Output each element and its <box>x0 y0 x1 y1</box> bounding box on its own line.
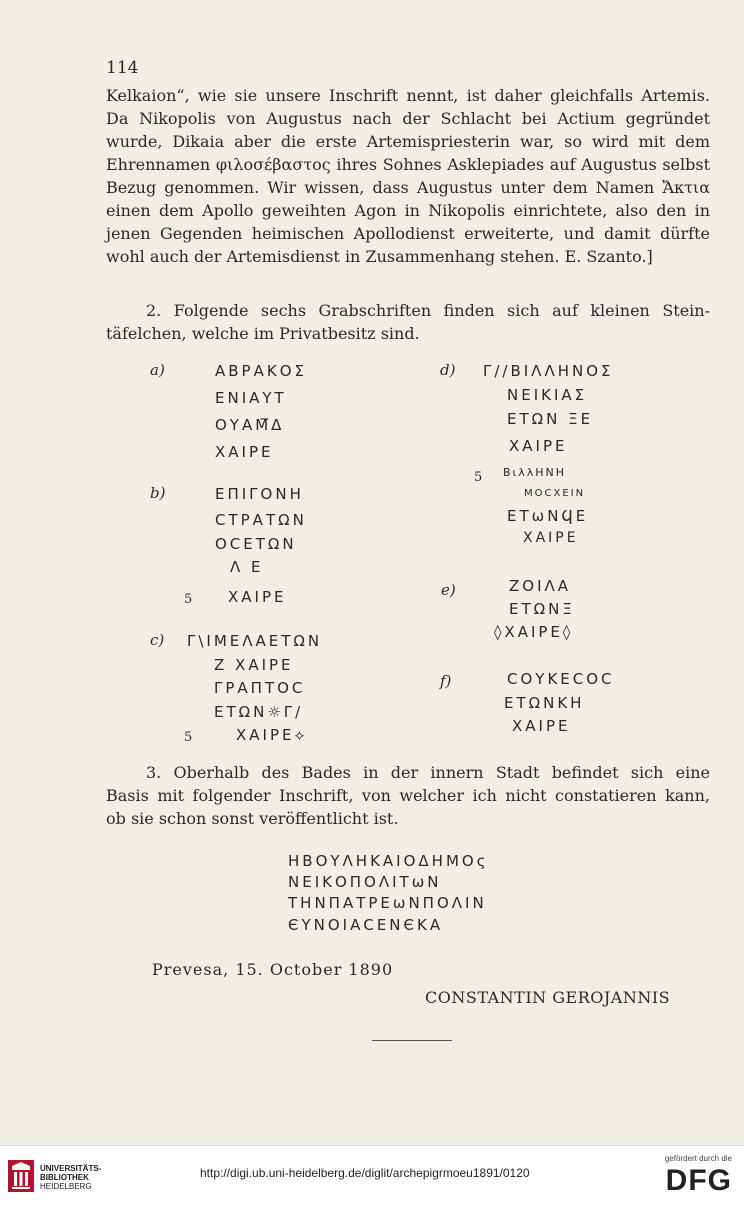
inscription-line: ЄΥΝΟΙΑϹΕΝЄΚΑ <box>288 916 444 934</box>
inscription-line: Γ\ΙΜΕΛΑΕΤΩΝ <box>187 632 323 650</box>
university-library-logo-icon <box>8 1160 34 1192</box>
page-number: 114 <box>106 58 139 78</box>
paragraph-2 <box>106 299 710 345</box>
inscription-line: ΑΒΡΑΚΟΣ <box>215 362 307 380</box>
inscription-line: ΕΤΩΝ ΞΕ <box>507 410 594 428</box>
library-name-line: HEIDELBERG <box>40 1182 92 1191</box>
inscription-label: b) <box>150 484 166 502</box>
inscription-line: ΕΤΩΝ☼Γ/ <box>214 703 304 721</box>
author-signature: CONSTANTIN GEROJANNIS <box>425 988 671 1007</box>
library-name <box>40 1164 101 1191</box>
inscription-line: ΗΒΟΥΛΗΚΑΙΟΔΗΜΟς <box>288 852 489 870</box>
inscription-line: Λ Ε <box>230 558 264 576</box>
inscription-label: e) <box>441 581 456 599</box>
text-line: Da Nikopolis von Augustus nach der Schlacht bei Actium gegründet <box>106 109 710 128</box>
place-date: Prevesa, 15. October 1890 <box>152 960 394 979</box>
inscription-line: ΧΑΙΡΕ <box>509 437 568 455</box>
text-line: Basis mit folgender Inschrift, von welcher ich nicht constatieren kann, <box>106 786 710 805</box>
line-number: 5 <box>474 470 483 485</box>
inscription-label: a) <box>150 361 165 379</box>
inscription-line: ΧΑΙΡΕ <box>523 530 579 546</box>
inscription-line: ΟΥΑΜ̅Δ <box>215 416 285 434</box>
text-line: wohl auch der Artemisdienst in Zusammenhang stehen. E. Szanto.] <box>106 247 653 266</box>
text-line: 3. Oberhalb des Bades in der innern Stadt befindet sich eine <box>146 763 710 782</box>
library-name-line: UNIVERSITÄTS- <box>40 1164 102 1173</box>
library-name-line: BIBLIOTHEK <box>40 1173 89 1182</box>
text-line: 2. Folgende sechs Grabschriften finden sich auf kleinen Stein- <box>146 301 710 320</box>
line-number: 5 <box>184 730 193 745</box>
source-url-link[interactable]: http://digi.ub.uni-heidelberg.de/diglit/archepigrmoeu1891/0120 <box>200 1166 530 1180</box>
paragraph-1 <box>106 84 710 268</box>
inscription-line: ΒιλλΗΝΗ <box>503 466 567 479</box>
inscription-line: ϹΟΥΚΕϹΟϹ <box>507 670 615 688</box>
text-line: wurde, Dikaia aber die erste Artemispriesterin war, so wird mit dem <box>106 132 710 151</box>
inscription-line: ΧΑΙΡΕ <box>215 443 274 461</box>
text-line: täfelchen, welche im Privatbesitz sind. <box>106 324 420 343</box>
inscription-line: ΕΝΙΑΥΤ <box>215 389 287 407</box>
inscription-line: ◊ΧΑΙΡΕ◊ <box>494 623 574 641</box>
inscription-label: f) <box>440 672 452 690</box>
inscription-line: Ζ ΧΑΙΡΕ <box>214 656 294 674</box>
inscription-line: ΕΤωΝϤΕ <box>507 507 589 525</box>
inscription-line: ΕΤΩΝΞ <box>509 600 575 618</box>
inscription-line: ΕΠΙΓΟΝΗ <box>215 485 304 503</box>
inscription-line: ΧΑΙΡΕ <box>512 717 571 735</box>
dfg-logo: DFG <box>665 1164 732 1197</box>
inscription-line: ΤΗΝΠΑΤΡΕωΝΠΟΛΙΝ <box>288 894 487 912</box>
inscription-line: ΧΑΙΡΕ⟡ <box>236 726 308 744</box>
inscription-line: ΝΕΙΚΙΑΣ <box>507 386 588 404</box>
inscription-line: ΖΟΙΛΑ <box>509 577 572 595</box>
inscription-line: ΟϹΕΤΩΝ <box>215 535 297 553</box>
paragraph-3 <box>106 761 710 830</box>
inscription-label: d) <box>440 361 456 379</box>
inscription-line: ΧΑΙΡΕ <box>228 588 287 606</box>
text-line: ob sie schon sonst veröffentlicht ist. <box>106 809 399 828</box>
inscription-line: Γ//ΒΙΛΛΗΝΟΣ <box>483 362 614 380</box>
footer-bar <box>0 1145 744 1206</box>
text-line: Ehrennamen φιλοσέβαστος ihres Sohnes Asklepiades auf Augustus selbst <box>106 155 710 174</box>
text-line: Bezug genommen. Wir wissen, dass Augustus unter dem Namen Ἄκτια <box>106 178 710 197</box>
text-line: jenen Gegenden heimischen Apollodienst erweiterte, und damit dürfte <box>106 224 710 243</box>
text-line: Kelkaion“, wie sie unsere Inschrift nennt, ist daher gleichfalls Artemis. <box>106 86 710 105</box>
inscription-line: ΜΟϹΧΕΙΝ <box>524 488 586 499</box>
text-line: einen dem Apollo geweihten Agon in Nikopolis einrichtete, also den in <box>106 201 710 220</box>
inscription-line: ΝΕΙΚΟΠΟΛΙΤωΝ <box>288 873 442 891</box>
line-number: 5 <box>184 592 193 607</box>
inscription-line: ΓΡΑΠΤΟϹ <box>214 679 306 697</box>
inscription-label: c) <box>150 631 165 649</box>
inscription-line: ΕΤΩΝΚΗ <box>504 694 585 712</box>
funder-caption: gefördert durch die <box>664 1154 732 1163</box>
divider <box>372 1040 452 1041</box>
inscription-line: ϹΤΡΑΤΩΝ <box>215 511 307 529</box>
